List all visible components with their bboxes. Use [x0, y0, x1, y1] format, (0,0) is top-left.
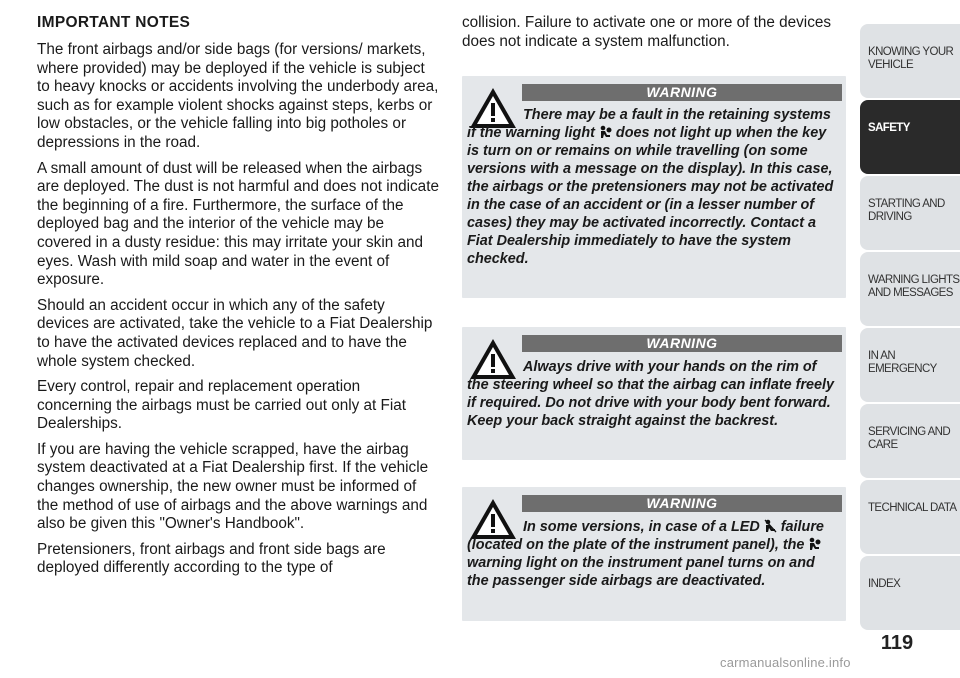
paragraph: The front airbags and/or side bags (for versions/ markets, where provided) may be deployed if the vehicle is subject to heavy knocks or accidents involving the underbody area, such as for example violent shocks against steps, kerbs or low obstacles, or the vehicle falling into big potholes or depressions in the road.	[37, 41, 439, 151]
tab-index[interactable]: INDEX	[860, 556, 960, 630]
tab-servicing-and-care[interactable]: SERVICING AND CARE	[860, 404, 960, 478]
paragraph: Should an accident occur in which any of the safety devices are activated, take the vehicle to a Fiat Dealership to have the activated devices replaced and to have the whole system checked.	[37, 296, 433, 370]
watermark: carmanualsonline.info	[720, 655, 851, 670]
warning-text: Always drive with your hands on the rim of the steering wheel so that the airbag can inflate freely if required. Do not drive with your body bent forward. Keep your back straight against the backrest.	[467, 359, 835, 429]
section-heading: IMPORTANT NOTES	[37, 14, 191, 31]
warning-box-driving-posture	[462, 327, 846, 460]
page-number: 119	[880, 632, 914, 654]
warning-text-part: There may be a fault in the retaining systems if the warning light	[467, 107, 831, 141]
middle-column	[462, 14, 846, 51]
paragraph: A small amount of dust will be released when the airbags are deployed. The dust is not harmful and does not indicate the beginning of a fire. Furthermore, the surface of the deployed bag and the interior of the vehicle may be covered in a dusty residue: this may irritate your skin and eyes. Wash with mild soap and water in the event of exposure.	[37, 159, 439, 289]
warning-title: WARNING	[522, 335, 842, 352]
left-column	[37, 14, 439, 585]
warning-text	[467, 106, 836, 268]
airbag-warning-light-icon	[599, 125, 612, 139]
continuation-paragraph: collision. Failure to activate one or more of the devices does not indicate a system malfunction.	[462, 14, 832, 50]
tab-knowing-your-vehicle[interactable]: KNOWING YOUR VEHICLE	[860, 24, 960, 98]
paragraph: Every control, repair and replacement operation concerning the airbags must be carried out only at Fiat Dealerships.	[37, 378, 407, 433]
tab-starting-and-driving[interactable]: STARTING AND DRIVING	[860, 176, 960, 250]
paragraph: Pretensioners, front airbags and front side bags are deployed differently according to the type of	[37, 540, 386, 577]
warning-box-passenger-airbag	[462, 487, 846, 621]
warning-text-part: failure (located on the plate of the instrument panel), the	[467, 519, 824, 553]
tab-in-an-emergency[interactable]: IN AN EMERGENCY	[860, 328, 960, 402]
tab-technical-data[interactable]: TECHNICAL DATA	[860, 480, 960, 554]
chapter-sidebar	[860, 0, 960, 678]
warning-box-retaining-systems	[462, 76, 846, 298]
warning-text-part: In some versions, in case of a LED	[523, 519, 760, 535]
tab-safety[interactable]: SAFETY	[860, 100, 960, 174]
airbag-warning-light-icon	[808, 537, 821, 551]
passenger-airbag-off-icon	[764, 519, 777, 533]
warning-title: WARNING	[522, 495, 842, 512]
paragraph: If you are having the vehicle scrapped, have the airbag system deactivated at a Fiat Dealership first. If the vehicle changes ownership, the new owner must be informed of the method of use of airbags and the above warnings and also be given this "Owner's Handbook".	[37, 440, 429, 533]
warning-title: WARNING	[522, 84, 842, 101]
warning-text-part: does not light up when the key is turn on or remains on while travelling (on some versions with a message on the display). In this case, the airbags or the pretensioners may not be activated in the case of an accident or (in a lesser number of cases) they may be activated incorrectly. Contact a Fiat Dealership immediately to have the system checked.	[467, 125, 834, 267]
tab-warning-lights[interactable]: WARNING LIGHTS AND MESSAGES	[860, 252, 960, 326]
warning-text-part: warning light on the instrument panel turns on and the passenger side airbags are deactivated.	[467, 555, 815, 589]
warning-text	[467, 518, 836, 590]
